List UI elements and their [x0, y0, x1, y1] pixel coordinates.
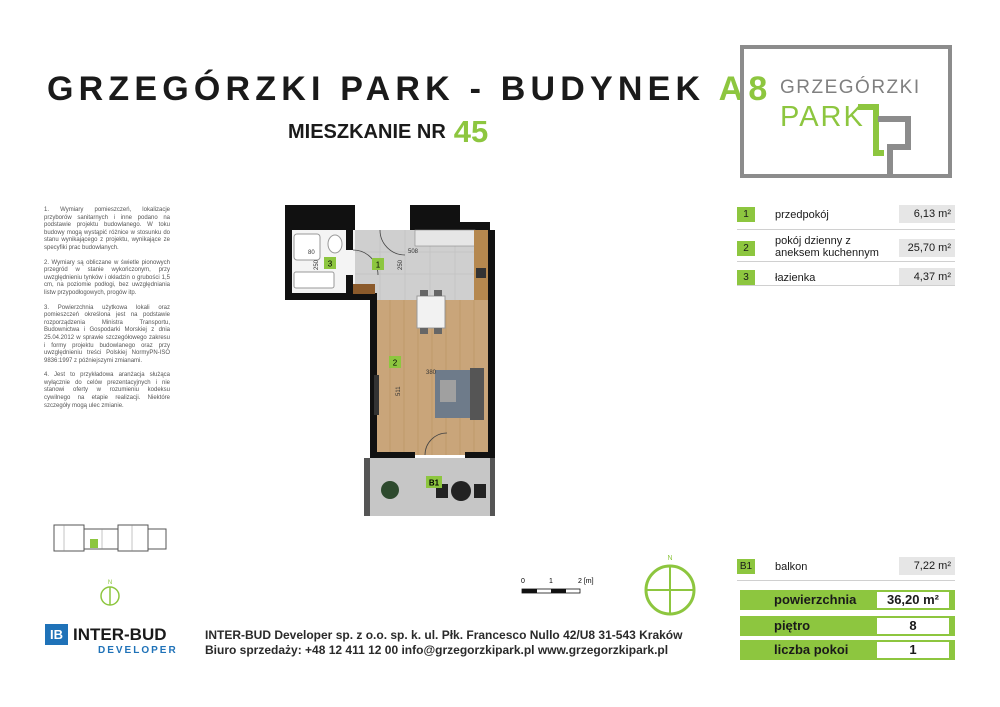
apartment-heading	[288, 114, 488, 150]
room-2-label: 2	[392, 358, 398, 368]
dim-250-bath: 250	[314, 259, 320, 270]
note-1: 1. Wymiary pomieszczeń, lokalizacje przyborów sanitarnych i inne podano na podstawie projektu budowlanego. W toku budowy mogą wystąpić różnice w stosunku do stanu wynikającego z projektu, wynikające ze specyfiki prac budowlanych.	[44, 207, 170, 251]
balcony-railing-left	[364, 458, 370, 516]
footer-contact: Biuro sprzedaży: +48 12 411 12 00 info@grzegorzkipark.pl www.grzegorzkipark.pl	[205, 643, 669, 657]
balcony-table	[451, 481, 471, 501]
page-title	[47, 70, 773, 109]
dim-250-hall: 250	[398, 259, 404, 270]
scale-tick-2: 2 [m]	[578, 578, 594, 585]
compass-icon	[640, 552, 700, 618]
cooktop	[476, 268, 486, 278]
divider	[737, 261, 955, 262]
note-4: 4. Jest to przykładowa aranżacja służąca wyłącznie do celów prezentacyjnych i nie stanowi oferty w rozumieniu kodeksu cywilnego na etapie realizacji. Niektóre szczegóły mogą ulec zmianie.	[44, 372, 170, 409]
chair-2	[434, 290, 442, 296]
scale-tick-0: 0	[521, 578, 525, 585]
room-1-label: 1	[375, 260, 381, 270]
room-row-3	[737, 269, 955, 299]
ib-logo-sub: DEVELOPER	[98, 645, 178, 656]
floor-row	[740, 616, 955, 636]
washbasin	[294, 272, 334, 288]
dining-table	[417, 296, 445, 328]
notes-block	[44, 207, 170, 417]
north-arrow-icon	[98, 578, 122, 608]
apartment-number: 45	[453, 114, 489, 149]
room-number: 3	[737, 270, 755, 285]
logo-text-line2: PARK	[780, 101, 865, 133]
balcony-chair-2	[474, 484, 486, 498]
rooms-count-value: 1	[877, 642, 949, 658]
dim-511: 511	[396, 386, 402, 396]
room-row-1	[737, 205, 955, 235]
balcony-label: B1	[428, 478, 440, 488]
apartment-location-marker	[90, 539, 98, 548]
divider	[737, 580, 955, 581]
toilet	[328, 235, 342, 253]
scale-bar	[518, 575, 598, 599]
north-small-label: N	[107, 580, 113, 586]
dim-508: 508	[408, 249, 419, 255]
total-area-value: 36,20 m²	[877, 592, 949, 608]
balcony-railing-right	[490, 458, 495, 516]
apartment-label: MIESZKANIE NR	[288, 121, 446, 143]
note-3: 3. Powierzchnia użytkowa lokali oraz pomieszczeń określona jest na podstawie rozporządzenia Ministra Transportu, Budownictwa i Gospodarki Morskiej z dnia 25.04.2012 w sprawie szczegółowego zakresu i formy projektu budowlanego oraz przy uwzględnieniu treści Polskiej NormyPN-ISO 9836:1997 z późniejszymi zmianami.	[44, 304, 170, 364]
grzegorzki-park-logo	[740, 45, 952, 178]
total-area-row	[740, 590, 955, 610]
chair-4	[434, 328, 442, 334]
building-code: A8	[718, 70, 773, 108]
dim-80: 80	[308, 250, 315, 256]
room-name: pokój dzienny z aneksem kuchennym	[775, 235, 879, 259]
ib-logo-name: INTER-BUD	[73, 625, 167, 644]
balcony-area: 7,22 m²	[899, 557, 955, 575]
chair-3	[420, 328, 428, 334]
note-2: 2. Wymiary są obliczane w świetle pionowych przegród w stanie wykończonym, przy uwzględnieniu tynków i okładzin o grubości 1,5 cm, na poziomie podłogi, bez uwzględniania listw przypodłogowych, progów itp.	[44, 259, 170, 296]
coffee-table	[440, 380, 456, 402]
room-number: 2	[737, 241, 755, 256]
divider	[737, 229, 955, 230]
balcony-name: balkon	[775, 561, 808, 573]
floor-value: 8	[877, 618, 949, 634]
logo-text-line1: GRZEGÓRZKI	[780, 77, 921, 98]
shower-tray	[294, 234, 320, 260]
building-key-plan	[52, 519, 172, 559]
tv-unit	[374, 375, 379, 415]
sofa	[470, 368, 484, 420]
divider	[737, 285, 955, 286]
total-area-label: powierzchnia	[774, 592, 857, 607]
room-number: 1	[737, 207, 755, 222]
floor-label: piętro	[774, 618, 811, 633]
dim-380: 380	[426, 370, 437, 376]
plant-icon	[381, 481, 399, 499]
logo-mark-icon	[856, 97, 916, 177]
room-row-2	[737, 235, 955, 269]
ib-logo-box: IB	[45, 624, 68, 645]
balcony-row	[737, 557, 955, 577]
rooms-count-label: liczba pokoi	[774, 642, 849, 657]
floor-plan	[280, 200, 510, 520]
footer-address: INTER-BUD Developer sp. z o.o. sp. k. ul. Płk. Francesco Nullo 42/U8 31-543 Kraków	[205, 628, 683, 642]
room-area: 6,13 m²	[899, 205, 955, 223]
scale-tick-1: 1	[549, 578, 553, 585]
title-main: GRZEGÓRZKI PARK - BUDYNEK	[47, 70, 706, 108]
room-name: przedpokój	[775, 209, 829, 221]
kitchen-counter	[415, 230, 475, 246]
compass-north: N	[667, 555, 673, 562]
room-area: 25,70 m²	[899, 239, 955, 257]
room-name: łazienka	[775, 272, 816, 284]
kitchen-cabinet	[474, 230, 488, 300]
rooms-count-row	[740, 640, 955, 660]
shoe-rack	[353, 284, 375, 294]
room-area: 4,37 m²	[899, 268, 955, 286]
room-3-label: 3	[327, 259, 333, 269]
chair-1	[420, 290, 428, 296]
balcony-number: B1	[737, 559, 755, 574]
